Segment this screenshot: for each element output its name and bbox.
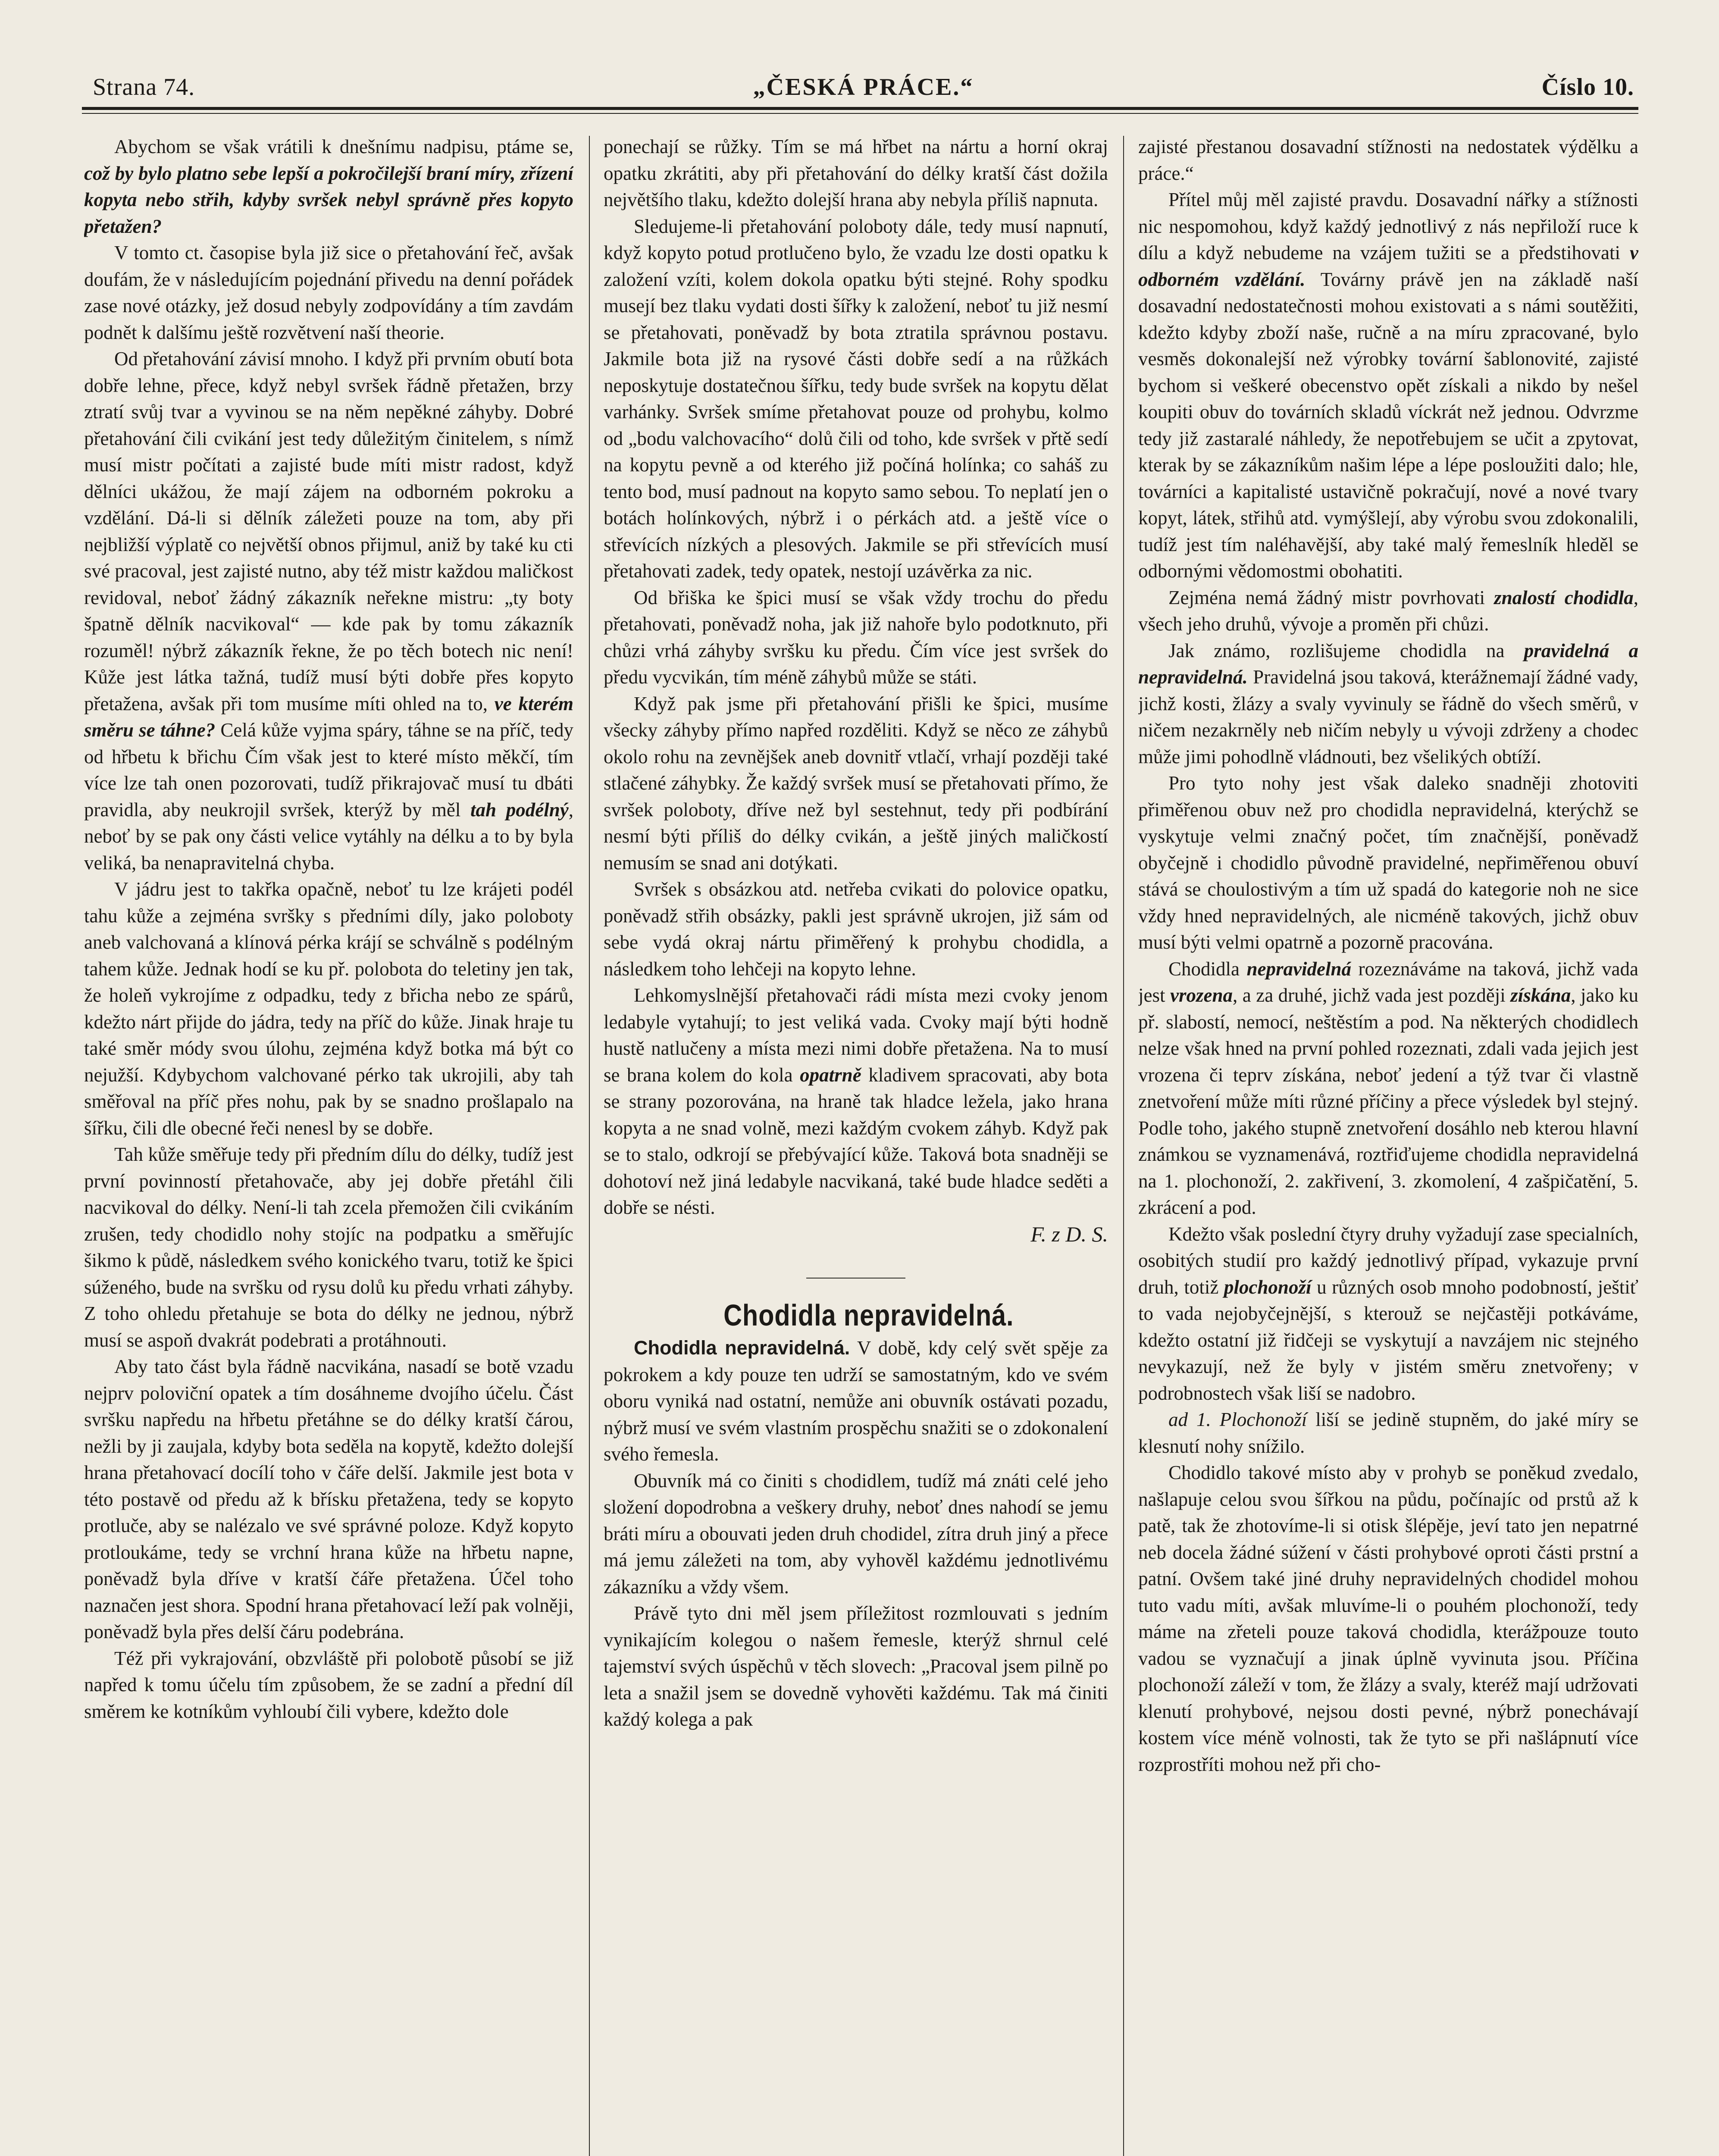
paragraph: Aby tato část byla řádně nacvikána, nasadí se botě vzadu nejprv poloviční opatek a tím dosáhneme dvojího účelu. Část svršku napředu na hřbetu přetáhne se do délky kratší čárou, nežli by ji zaujala, kdyby bota seděla na kopytě, kdežto dolejší hrana přetahovací docílí toho v čáře delší. Jakmile jest bota v této postavě od předu až k břísku přetažena, tedy se kopyto protluče, aby se nalézalo ve své správné poloze. Když kopyto protloukáme, tedy se vrchní hrana kůže na hřbetu napne, poněvadž byla dříve v kratší čáře přetažena. Účel toho naznačen jest shora. Spodní hrana přetahovací leží pak volněji, poněvadž byla přes delší čáru podebrána. bbox=[84, 1356, 573, 1642]
emphasis-text: ad 1. Plochonoží bbox=[1168, 1409, 1307, 1430]
paragraph: V tomto ct. časopise byla již sice o přetahování řeč, avšak doufám, že v následujícím pojednání přivedu na denní pořádek zase nové otázky, jež dosud nebyly zodpovídány a tím zavdám podnět k dalšímu ještě rozvětvení naší theorie. bbox=[84, 242, 573, 343]
text-run: , neboť by se pak ony části velice vytáhly na délku a to by byla veliká, ba nenapravitelná chyba. bbox=[84, 799, 573, 874]
paragraph: Právě tyto dni měl jsem příležitost rozmlouvati s jedním vynikajícím kolegou o našem řemesle, kterýž shrnul celé tajemství svých úspěchů v těch slovech: „Pracoval jsem pilně po leta a snažil jsem se dovedně vyhověti každému. Tak má činiti každý kolega a pak bbox=[604, 1602, 1108, 1730]
paragraph bbox=[84, 134, 573, 240]
text-run: , jako ku př. slabostí, nemocí, neštěstím a pod. Na některých chodidlech nelze však hned na první pohled rozeznati, zdali vada jejich jest vrozena či teprv získána, neboť jedení a týž tvar či vlastně znetvoření může míti různé příčiny a přece výsledek byl stejný. Podle toho, jakého stupně znetvoření dosáhlo neb kterou hlavní známkou se vyznamenává, roztřiďujeme chodidla nepravidelná na 1. plochonoží, 2. zakřivení, 3. zkomolení, 4 zašpičatění, 5. zkrácení a pod. bbox=[1138, 984, 1638, 1218]
paragraph bbox=[1138, 1407, 1638, 1460]
emphasis-text: získána bbox=[1510, 984, 1571, 1006]
header-rule-thin bbox=[82, 113, 1638, 114]
page-header bbox=[93, 65, 1634, 103]
paragraph bbox=[1138, 585, 1638, 638]
text-run: rozeznáváme na taková, jichž vada jest bbox=[1138, 958, 1638, 1006]
section-divider bbox=[806, 1278, 905, 1279]
text-run: Chodidla bbox=[1168, 958, 1247, 980]
page-number: Strana 74. bbox=[93, 74, 195, 100]
paragraph: Obuvník má co činiti s chodidlem, tudíž má znáti celé jeho složení dopodrobna a veškery druhy, neboť dnes nahodí se jemu bráti míru a obouvati jeden druh chodidel, zítra druh jiný a přece má jemu záležeti na tom, aby vyhověl každému jednotlivému zákazníku a vždy všem. bbox=[604, 1470, 1108, 1598]
text-run: Od přetahování závisí mnoho. I když při prvním obutí bota dobře lehne, přece, když nebyl svršek řádně přetažen, brzy ztratí svůj tvar a vyvinou se na něm nepěkné záhyby. Dobré přetahování čili cvikání jest tedy důležitým činitelem, s nímž musí mistr počítati a zajisté bude míti mistr radost, když dělníci ukážou, že mají zájem na odborném pokroku a vzdělání. Dá-li si dělník záležeti pouze na tom, aby při nejbližší výplatě co největší obnos přijmul, aniž by také ku cti své pracoval, jest zajisté nutno, aby též mistr každou maličkost revidoval, neboť žádný zákazník neřekne mistru: „ty boty špatně dělník nacvikoval“ — kde pak by tomu zákazník rozuměl! nýbrž zákazník řekne, že po těch botech nic není! Kůže jest látka tažná, tudíž musí býti dobře přes kopyto přetažena, avšak při tom musíme míti ohled na to, bbox=[84, 348, 573, 714]
text-run: Zejména nemá žádný mistr povrhovati bbox=[1168, 586, 1494, 608]
header-rule-thick bbox=[82, 107, 1638, 110]
paragraph: Pro tyto nohy jest však daleko snadněji zhotoviti přiměřenou obuv než pro chodidla nepravidelná, kterýchž se vyskytuje velmi značný počet, tím značnější, poněvadž obyčejně i chodidlo původně pravidelné, nepřiměřenou obuví stává se choulostivým a tím už spadá do kategorie noh ne sice vždy hned nepravidelných, ale nicméně takových, jichž obuv musí býti velmi opatrně a pozorně pracována. bbox=[1138, 772, 1638, 953]
text-run: Celá kůže vyjma spáry, táhne se na příč, tedy od hřbetu k břichu Čím však jest to které místo měkčí, tím více lze tah onen pozorovati, tudíž přikrajovač musí tu dbáti pravidla, aby neukrojil svršek, kterýž by měl bbox=[84, 719, 573, 821]
text-run: , všech jeho druhů, vývoje a proměn při chůzi. bbox=[1138, 586, 1638, 635]
paragraph: Od břiška ke špici musí se však vždy trochu do předu přetahovati, poněvadž noha, jak již nahoře bylo podotknuto, při chůzi vrhá záhyby svršku ku předu. Čím více jest svršek do předu vycvikán, tím méně záhybů může se státi. bbox=[604, 586, 1108, 688]
article-signature: F. z D. S. bbox=[1030, 1222, 1108, 1246]
column-2 bbox=[604, 134, 1108, 2156]
article-title: Chodidla nepravidelná. bbox=[723, 1298, 1014, 1332]
text-run: Pravidelná jsou taková, kterážnemají žádné vady, jichž kosti, žlázy a svaly vyvinuly se řádně do všech směrů, v ničem nezakrněly neb ničím nebyly u vývoji zdrženy a chodec může jimi pohodlně vládnouti, bez všelikých obtíží. bbox=[1138, 666, 1638, 768]
paragraph: Když pak jsme při přetahování přišli ke špici, musíme všecky záhyby přímo napřed rozděliti. Když se něco ze záhybů okolo rohu na zevnějšek aneb dovnitř vtlačí, vrhají později také stlačené záhybky. Že každý svršek musí se přetahovati přímo, že svršek poloboty, dříve než byl sestehnut, tedy při podbírání nesmí býti příliš do délky cvikán, a ještě jiných maličkostí nemusím se snad ani dotýkati. bbox=[604, 693, 1108, 874]
emphasis-text: znalostí chodidla bbox=[1494, 586, 1634, 608]
paragraph: Sledujeme-li přetahování poloboty dále, tedy musí napnutí, když kopyto potud protlučeno bylo, že vzadu lze dosti opatku k založení vzíti, kolem dokola opatku býti stejné. Rohy spodku musejí bez tlaku vydati dosti šířky k založení, neboť tu již nesmí se přetahovati, poněvadž by bota ztratila správnou postavu. Jakmile bota již na rysové části dobře sedí a na růžkách neposkytuje dostatečnou šířku, tedy bude svršek na kopytu dělat varhánky. Svršek smíme přetahovat pouze od prohybu, kolmo od „bodu valchovacího“ dolů čili od toho, kde svršek v přtě sedí na kopytu pevně a od kterého již počíná holínka; co saháš zu tento bod, musí padnout na kopyto samo sebou. To neplatí jen o botách holínkových, nýbrž i o pérkách atd. a ještě více o střevících nízkých a plesových. Jakmile se při střevících musí přetahovati zadek, tedy opatek, nestojí uzávěrka za nic. bbox=[604, 215, 1108, 582]
emphasis-text: vrozena bbox=[1170, 984, 1233, 1006]
paragraph bbox=[604, 1335, 1108, 1468]
text-run: Abychom se však vrátili k dnešnímu nadpisu, ptáme se, bbox=[114, 136, 573, 157]
column-divider-2 bbox=[1123, 136, 1124, 2156]
emphasis-text: pravidelná a nepravidelná. bbox=[1138, 639, 1638, 688]
paragraph bbox=[1138, 187, 1638, 585]
emphasis-text: ve kterém směru se táhne? bbox=[84, 693, 573, 741]
journal-title: „ČESKÁ PRÁCE.“ bbox=[753, 74, 974, 100]
paragraph: V jádru jest to takřka opačně, neboť tu lze krájeti podél tahu kůže a zejména svršky s předními díly, jako poloboty aneb valchovaná a klínová pérka krájí se schválně s podélným tahem kůže. Jednak hodí se ku př. polobota do teletiny jen tak, že holeň vykrojíme z odpadku, tedy z břicha nebo ze spárů, kdežto nárt přijde do jádra, tedy na příč do kůže. Jinak hraje tu také směr módy svou úlohu, zejména když botka má být co nejužší. Kdybychom valchované pérko tak ukrojili, aby tah směřoval na příč přes nohu, pak by se snadno prošlapalo na šířku, čili dle obecné řeči nenesl by se dobře. bbox=[84, 878, 573, 1139]
emphasis-text: tah podélný bbox=[470, 799, 569, 821]
lead-in-text: Chodidla nepravidelná. bbox=[634, 1337, 850, 1359]
column-divider-1 bbox=[589, 136, 590, 2156]
paragraph bbox=[84, 346, 573, 876]
text-run: Lehkomyslnější přetahovači rádi místa mezi cvoky jenom ledabyle vytahují; to jest veliká vada. Cvoky mají býti hodně hustě natlučeny a místa mezi nimi dobře přetažena. Na to musí se brana kolem do kola bbox=[604, 984, 1108, 1086]
paragraph bbox=[1138, 956, 1638, 1221]
paragraph bbox=[1138, 638, 1638, 771]
text-run: , a za druhé, jichž vada jest později bbox=[1233, 984, 1511, 1006]
paragraph: Svršek s obsázkou atd. netřeba cvikati do polovice opatku, poněvadž střih obsázky, pakli jest správně ukrojen, již sám od sebe vydá okraj nártu přiměřený k prohybu chodidla, a následkem toho lehčeji na kopyto lehne. bbox=[604, 878, 1108, 980]
paragraph bbox=[1138, 1221, 1638, 1407]
paragraph: Též při vykrajování, obzvláště při polobotě působí se již napřed k tomu účelu tím způsobem, že se zadní a přední díl směrem ke kotníkům vyhloubí čili vybere, kdežto dole bbox=[84, 1647, 573, 1722]
column-3 bbox=[1138, 134, 1638, 2156]
text-run: Jak známo, rozlišujeme chodidla na bbox=[1168, 639, 1524, 661]
text-run: Kdežto však poslední čtyry druhy vyžadují zase specialních, osobitých studií pro každý jednotlivý případ, vykazuje první druh, totiž bbox=[1138, 1223, 1638, 1298]
text-run: kladivem spracovati, aby bota se strany pozorována, na hraně tak hladce ležela, jako hrana kopyta a ne snad volně, mezi každým cvokem záhyb. Když pak se to stalo, odkrojí se přebývající kůže. Taková bota snadněji se dohotoví než jiná ledabyle nacvikaná, také bude hladce seděti a dobře se nésti. bbox=[604, 1064, 1108, 1218]
emphasis-text: v odborném vzdělání. bbox=[1138, 242, 1638, 290]
paragraph: ponechají se růžky. Tím se má hřbet na nártu a horní okraj opatku zkrátiti, aby při přetahování do délky kratší část dožila největšího tlaku, kdežto dolejší hrana aby nebyla příliš napnuta. bbox=[604, 136, 1108, 210]
paragraph: Chodidlo takové místo aby v prohyb se poněkud zvedalo, našlapuje celou svou šířkou na půdu, počínajíc od prstů až k patě, tak že zhotovíme-li si otisk šlépěje, jeví tato jen nepatrné neb docela žádné súžení v části prohybové oproti části prstní a patní. Ovšem také jiné druhy nepravidelných chodidel mohou tuto vadu míti, avšak mluvíme-li o pouhém plochonoží, tedy máme na zřeteli pouze taková chodidla, kterážpouze touto vadou se vyznačují a jinak úplně vyvinuta jsou. Příčina plochonoží záleží v tom, že žlázy a svaly, kteréž mají udržovati klenutí prohybové, nejsou dosti pevné, nýbrž ponechávají kostem více méně volnosti, tak že tyto se při našlápnutí více rozprostříti mohou než při cho- bbox=[1138, 1462, 1638, 1775]
paragraph: Tah kůže směřuje tedy při předním dílu do délky, tudíž jest první povinností přetahovače, aby jej dobře přetáhl čili nacvikoval do délky. Není-li tah zcela přemožen čili cvikáním zrušen, tedy chodidlo nohy stojíc na podpatku a směřujíc šikmo k půdě, následkem svého konického tvaru, totiž ke špici súženého, bude na svršku od rysu dolů ku předu vrhati záhyby. Z toho ohledu přetahuje se bota do délky ne jednou, nýbrž musí se aspoň dvakrát podebrati a protáhnouti. bbox=[84, 1144, 573, 1351]
paragraph: zajisté přestanou dosavadní stížnosti na nedostatek výdělku a práce.“ bbox=[1138, 136, 1638, 184]
issue-number: Číslo 10. bbox=[1541, 74, 1634, 100]
paragraph bbox=[604, 982, 1108, 1221]
text-run: V době, kdy celý svět spěje za pokrokem a kdy pouze ten udrží se samostatným, kdo ve svém oboru vyniká nad ostatní, nemůže ani obuvník ostávati pozadu, nýbrž musí ve svém vlastním prospěchu snažiti se o zdokonalení svého řemesla. bbox=[604, 1337, 1108, 1465]
text-run: liší se jedině stupněm, do jaké míry se klesnutí nohy snížilo. bbox=[1138, 1409, 1638, 1457]
text-run: Továrny právě jen na základě naší dosavadní nedostatečnosti mohou existovati a s námi soutěžiti, kdežto kdyby zboží naše, ručně a na míru zpracované, bylo vesměs dokonalejší než výrobky tovární šablonovité, zajisté bychom si veškeré obecenstvo opět získali a nikdo by nešel koupiti obuv do továrních skladů víckrát než jednou. Odvrzme tedy již zastaralé náhledy, že nepotřebujem se učit a zpytovat, kterak by se zákazníkům našim lépe a lépe posloužiti dalo; hle, továrníci a kapitalisté ustavičně pokračují, nové a nové tvary kopyt, látek, střihů atd. vymýšlejí, aby výrobu svou zdokonalili, tudíž jest tím naléhavější, aby také malý řemeslník hleděl se odbornými vědomostmi obohatiti. bbox=[1138, 268, 1638, 582]
emphasis-text: což by bylo platno sebe lepší a pokročilejší braní míry, zřízení kopyta nebo střih, kdyby svršek nebyl správně přes kopyto přetažen? bbox=[84, 162, 573, 237]
emphasis-text: opatrně bbox=[800, 1064, 861, 1086]
text-run: u různých osob mnoho podobností, ještiť to vada nejobyčejnější, s kterouž se nejčastěji potkáváme, kdežto ostatní již řidčeji se vyskytují a navzájem nic stejného nevykazují, než že byly v jistém směru znetvořeny; v podrobnostech však liší se nadobro. bbox=[1138, 1276, 1638, 1404]
text-run: Přítel můj měl zajisté pravdu. Dosavadní nářky a stížnosti nic nespomohou, když každý jednotlivý z nás nepřiloží ruce k dílu a když nebudeme na vzájem tužiti se a předstihovati bbox=[1138, 189, 1638, 263]
column-1 bbox=[84, 134, 573, 2156]
emphasis-text: nepravidelná bbox=[1246, 958, 1352, 980]
emphasis-text: plochonoží bbox=[1224, 1276, 1312, 1298]
